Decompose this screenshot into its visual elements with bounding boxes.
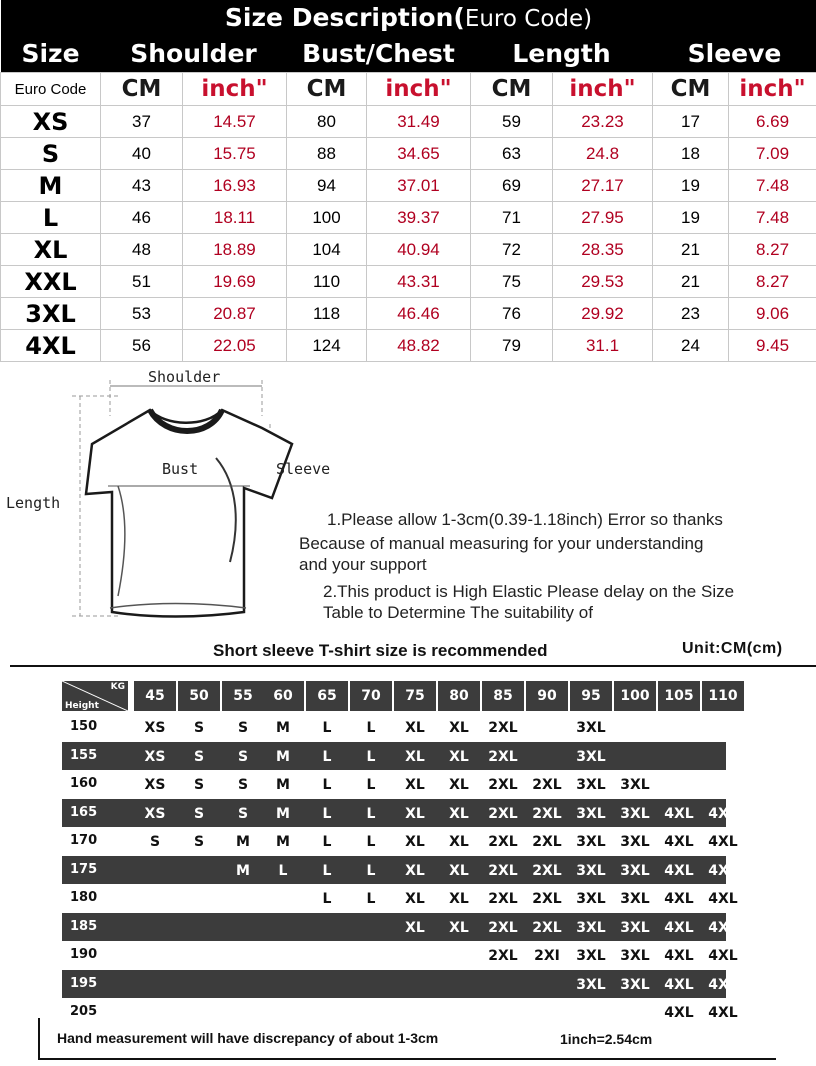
recommended-size-cell: XL <box>405 920 425 936</box>
size-cell-bust-cm: 124 <box>287 330 367 362</box>
height-row <box>62 970 738 998</box>
recommended-size-cell: L <box>322 891 332 907</box>
recommended-size-cell: 3XL <box>576 834 606 850</box>
recommended-size-cell: 2XL <box>488 863 518 879</box>
height-value: 185 <box>70 919 98 934</box>
recommended-size-cell: 2XL <box>488 777 518 793</box>
recommended-size-cell: 4XL <box>664 948 694 964</box>
recommended-size-cell: 4XL <box>664 834 694 850</box>
unit-label: Unit:CM(cm) <box>682 640 783 657</box>
size-row <box>1 106 816 138</box>
inch-conversion-note: 1inch=2.54cm <box>560 1031 653 1047</box>
weight-header: 85 <box>482 681 524 711</box>
recommended-size-cell: XL <box>449 777 469 793</box>
recommended-size-cell: 2XL <box>532 891 562 907</box>
note-1-line-2: Because of manual measuring for your understanding <box>299 534 704 553</box>
size-cell-shoulder-cm: 40 <box>101 138 183 170</box>
recommended-size-cell: XS <box>144 806 166 822</box>
size-row <box>1 330 816 362</box>
recommended-size-cell: 2XL <box>488 720 518 736</box>
recommended-size-cell: 3XL <box>620 920 650 936</box>
recommended-size-cell: 2XL <box>488 749 518 765</box>
recommended-size-cell: 4XL <box>708 806 738 822</box>
unit-cm: CM <box>287 73 367 106</box>
recommended-size-cell: L <box>366 749 376 765</box>
recommended-size-cell: M <box>236 834 250 850</box>
size-cell-bust-cm: 88 <box>287 138 367 170</box>
size-cell-size: L <box>1 202 101 234</box>
size-cell-sleeve-cm: 21 <box>653 266 729 298</box>
recommended-size-cell: S <box>193 834 205 850</box>
size-cell-size: S <box>1 138 101 170</box>
unit-cm: CM <box>653 73 729 106</box>
size-row <box>1 298 816 330</box>
size-cell-sleeve-cm: 18 <box>653 138 729 170</box>
size-cell-shoulder-in: 18.89 <box>183 234 287 266</box>
size-cell-length-in: 23.23 <box>553 106 653 138</box>
size-cell-sleeve-cm: 23 <box>653 298 729 330</box>
note-1-line-3: and your support <box>299 555 427 574</box>
recommended-size-cell: XL <box>405 806 425 822</box>
size-cell-bust-cm: 100 <box>287 202 367 234</box>
recommended-size-cell: 2XL <box>488 891 518 907</box>
recommended-size-cell: M <box>276 720 290 736</box>
weight-header: 65 <box>306 681 348 711</box>
size-cell-sleeve-in: 7.48 <box>729 202 816 234</box>
height-value: 180 <box>70 890 98 905</box>
recommended-size-cell: M <box>276 777 290 793</box>
size-cell-length-cm: 63 <box>471 138 553 170</box>
recommended-size-cell: XL <box>449 720 469 736</box>
size-description-table <box>0 0 816 362</box>
shoulder-label: Shoulder <box>148 368 221 386</box>
recommended-size-cell: S <box>237 806 249 822</box>
header-sleeve: Sleeve <box>653 34 816 73</box>
unit-inch: inch" <box>729 73 816 106</box>
size-cell-length-cm: 72 <box>471 234 553 266</box>
height-value: 150 <box>70 719 98 734</box>
recommended-size-cell: 3XL <box>620 977 650 993</box>
recommended-size-cell: 2XL <box>488 806 518 822</box>
size-cell-size: 4XL <box>1 330 101 362</box>
recommended-size-cell: 4XL <box>664 891 694 907</box>
recommended-size-cell: 4XL <box>664 1005 694 1021</box>
recommended-size-cell: 3XL <box>620 863 650 879</box>
height-value: 190 <box>70 947 98 962</box>
height-row <box>62 913 738 941</box>
size-cell-sleeve-in: 7.09 <box>729 138 816 170</box>
size-cell-sleeve-cm: 19 <box>653 202 729 234</box>
recommended-size-cell: 3XL <box>620 891 650 907</box>
recommended-size-cell: 4XL <box>664 977 694 993</box>
discrepancy-note: Hand measurement will have discrepancy of about 1-3cm <box>57 1030 439 1046</box>
recommended-size-cell: L <box>366 863 376 879</box>
grid-corner-cell <box>62 681 128 711</box>
size-cell-bust-in: 37.01 <box>367 170 471 202</box>
weight-header: 105 <box>658 681 700 711</box>
height-value: 165 <box>70 805 98 820</box>
size-cell-shoulder-cm: 37 <box>101 106 183 138</box>
height-value: 195 <box>70 976 98 991</box>
size-cell-shoulder-in: 22.05 <box>183 330 287 362</box>
size-cell-bust-cm: 80 <box>287 106 367 138</box>
recommended-size-cell: 3XL <box>620 834 650 850</box>
size-cell-length-in: 28.35 <box>553 234 653 266</box>
recommended-size-cell: 2XL <box>532 834 562 850</box>
recommended-size-cell: S <box>237 749 249 765</box>
size-cell-sleeve-cm: 19 <box>653 170 729 202</box>
size-cell-bust-in: 43.31 <box>367 266 471 298</box>
size-cell-length-in: 29.53 <box>553 266 653 298</box>
size-cell-sleeve-in: 7.48 <box>729 170 816 202</box>
note-2-line-2: Table to Determine The suitability of <box>323 603 593 622</box>
height-row <box>62 742 726 770</box>
size-cell-length-in: 24.8 <box>553 138 653 170</box>
weight-header: 70 <box>350 681 392 711</box>
size-cell-bust-cm: 118 <box>287 298 367 330</box>
recommended-size-cell: M <box>276 749 290 765</box>
size-cell-size: XL <box>1 234 101 266</box>
unit-inch: inch" <box>553 73 653 106</box>
size-cell-bust-cm: 104 <box>287 234 367 266</box>
height-value: 175 <box>70 862 98 877</box>
size-cell-shoulder-cm: 46 <box>101 202 183 234</box>
recommended-size-cell: XL <box>405 891 425 907</box>
recommended-size-cell: XL <box>449 920 469 936</box>
header-length: Length <box>471 34 653 73</box>
recommended-size-cell: 2XI <box>534 948 560 964</box>
weight-header: 55 <box>222 681 264 711</box>
size-cell-length-in: 27.95 <box>553 202 653 234</box>
recommended-size-cell: XL <box>449 834 469 850</box>
recommended-size-cell: S <box>193 777 205 793</box>
header-bust-chest: Bust/Chest <box>287 34 471 73</box>
recommended-size-cell: 3XL <box>620 948 650 964</box>
size-cell-sleeve-in: 6.69 <box>729 106 816 138</box>
size-cell-bust-in: 40.94 <box>367 234 471 266</box>
recommended-size-cell: XL <box>405 834 425 850</box>
recommended-size-cell: M <box>276 806 290 822</box>
height-row <box>62 856 738 884</box>
size-cell-sleeve-in: 9.06 <box>729 298 816 330</box>
size-cell-bust-in: 46.46 <box>367 298 471 330</box>
unit-row <box>1 73 816 106</box>
recommended-size-cell: S <box>193 720 205 736</box>
weight-header: 90 <box>526 681 568 711</box>
size-cell-shoulder-in: 14.57 <box>183 106 287 138</box>
recommendation-title: Short sleeve T-shirt size is recommended <box>213 641 548 660</box>
weight-header: 100 <box>614 681 656 711</box>
recommended-size-cell: 4XL <box>708 863 738 879</box>
recommended-size-cell: S <box>237 720 249 736</box>
recommended-size-cell: 3XL <box>576 806 606 822</box>
size-cell-shoulder-cm: 53 <box>101 298 183 330</box>
size-cell-shoulder-cm: 51 <box>101 266 183 298</box>
note-2-line-1: 2.This product is High Elastic Please delay on the Size <box>323 582 735 601</box>
size-cell-size: M <box>1 170 101 202</box>
size-cell-length-cm: 69 <box>471 170 553 202</box>
recommended-size-cell: XS <box>144 749 166 765</box>
height-row <box>62 941 738 969</box>
header-shoulder: Shoulder <box>101 34 287 73</box>
recommended-size-cell: 4XL <box>664 806 694 822</box>
height-row <box>62 713 726 741</box>
size-cell-length-in: 27.17 <box>553 170 653 202</box>
size-cell-shoulder-in: 19.69 <box>183 266 287 298</box>
size-cell-length-in: 29.92 <box>553 298 653 330</box>
recommended-size-cell: 2XL <box>532 806 562 822</box>
size-cell-shoulder-in: 16.93 <box>183 170 287 202</box>
recommended-size-cell: L <box>322 777 332 793</box>
recommended-size-cell: L <box>366 834 376 850</box>
weight-header: 80 <box>438 681 480 711</box>
height-value: 170 <box>70 833 98 848</box>
bust-label: Bust <box>162 460 199 478</box>
recommended-size-cell: XL <box>449 891 469 907</box>
recommended-size-cell: XL <box>449 749 469 765</box>
recommended-size-cell: 3XL <box>576 920 606 936</box>
corner-kg-label: KG <box>110 682 125 692</box>
height-row <box>62 799 738 827</box>
note-1-line-1: 1.Please allow 1-3cm(0.39-1.18inch) Error so thanks <box>327 510 723 529</box>
recommended-size-cell: S <box>149 834 161 850</box>
recommended-size-cell: 4XL <box>708 1005 738 1021</box>
corner-height-label: Height <box>65 701 99 711</box>
size-row <box>1 202 816 234</box>
length-label: Length <box>6 494 61 512</box>
height-value: 205 <box>70 1004 98 1019</box>
sleeve-label: Sleeve <box>276 460 331 478</box>
size-cell-bust-cm: 110 <box>287 266 367 298</box>
recommended-size-cell: S <box>237 777 249 793</box>
size-cell-sleeve-cm: 21 <box>653 234 729 266</box>
size-cell-shoulder-cm: 43 <box>101 170 183 202</box>
size-cell-length-cm: 59 <box>471 106 553 138</box>
size-cell-length-in: 31.1 <box>553 330 653 362</box>
size-cell-shoulder-in: 15.75 <box>183 138 287 170</box>
separator-line <box>10 665 816 667</box>
size-cell-length-cm: 76 <box>471 298 553 330</box>
size-row <box>1 234 816 266</box>
recommended-size-cell: 4XL <box>708 948 738 964</box>
recommended-size-cell: 2XL <box>488 834 518 850</box>
size-cell-size: XXL <box>1 266 101 298</box>
tshirt-measurement-diagram <box>0 366 816 636</box>
recommended-size-cell: L <box>278 863 288 879</box>
weight-header: 75 <box>394 681 436 711</box>
size-cell-sleeve-in: 9.45 <box>729 330 816 362</box>
recommended-size-cell: XL <box>405 863 425 879</box>
size-cell-sleeve-cm: 24 <box>653 330 729 362</box>
recommended-size-cell: XL <box>405 777 425 793</box>
recommended-size-cell: 4XL <box>664 920 694 936</box>
size-cell-sleeve-in: 8.27 <box>729 234 816 266</box>
recommended-size-cell: XS <box>144 720 166 736</box>
recommended-size-cell: XL <box>405 720 425 736</box>
weight-header: 95 <box>570 681 612 711</box>
recommended-size-cell: 2XL <box>488 920 518 936</box>
height-value: 160 <box>70 776 98 791</box>
size-cell-shoulder-in: 18.11 <box>183 202 287 234</box>
weight-header: 110 <box>702 681 744 711</box>
recommended-size-cell: L <box>366 777 376 793</box>
recommended-size-cell: S <box>193 806 205 822</box>
recommended-size-cell: L <box>322 834 332 850</box>
recommended-size-cell: M <box>236 863 250 879</box>
recommended-size-cell: M <box>276 834 290 850</box>
unit-cm: CM <box>471 73 553 106</box>
size-cell-bust-in: 31.49 <box>367 106 471 138</box>
unit-inch: inch" <box>367 73 471 106</box>
recommended-size-cell: 3XL <box>576 977 606 993</box>
recommended-size-cell: XL <box>405 749 425 765</box>
recommended-size-cell: 3XL <box>576 863 606 879</box>
recommended-size-cell: L <box>366 806 376 822</box>
size-row <box>1 138 816 170</box>
recommended-size-cell: L <box>322 720 332 736</box>
size-cell-sleeve-cm: 17 <box>653 106 729 138</box>
weight-header: 60 <box>262 681 304 711</box>
recommended-size-cell: 3XL <box>576 948 606 964</box>
recommended-size-cell: S <box>193 749 205 765</box>
size-row <box>1 170 816 202</box>
recommended-size-cell: 3XL <box>576 720 606 736</box>
recommended-size-cell: 4XL <box>708 891 738 907</box>
size-cell-bust-in: 39.37 <box>367 202 471 234</box>
recommended-size-cell: 4XL <box>664 863 694 879</box>
size-cell-size: XS <box>1 106 101 138</box>
height-row <box>62 770 726 798</box>
recommended-size-cell: XL <box>449 806 469 822</box>
size-cell-length-cm: 71 <box>471 202 553 234</box>
size-cell-bust-in: 34.65 <box>367 138 471 170</box>
height-row <box>62 827 738 855</box>
recommended-size-cell: 3XL <box>620 806 650 822</box>
recommended-size-cell: L <box>366 720 376 736</box>
recommended-size-cell: L <box>322 749 332 765</box>
size-cell-shoulder-in: 20.87 <box>183 298 287 330</box>
recommended-size-cell: XL <box>449 863 469 879</box>
recommended-size-cell: 2XL <box>488 948 518 964</box>
height-value: 155 <box>70 748 98 763</box>
unit-cm: CM <box>101 73 183 106</box>
size-cell-length-cm: 79 <box>471 330 553 362</box>
unit-euro-code: Euro Code <box>1 73 101 106</box>
recommended-size-cell: XS <box>144 777 166 793</box>
recommended-size-cell: 4XL <box>708 920 738 936</box>
size-cell-sleeve-in: 8.27 <box>729 266 816 298</box>
recommended-size-cell: 3XL <box>576 749 606 765</box>
size-cell-bust-in: 48.82 <box>367 330 471 362</box>
header-size: Size <box>1 34 101 73</box>
size-cell-length-cm: 75 <box>471 266 553 298</box>
size-cell-bust-cm: 94 <box>287 170 367 202</box>
recommended-size-cell: 4XL <box>708 977 738 993</box>
recommended-size-cell: 2XL <box>532 920 562 936</box>
recommended-size-cell: 3XL <box>576 891 606 907</box>
recommended-size-cell: 2XL <box>532 863 562 879</box>
recommended-size-cell: 2XL <box>532 777 562 793</box>
recommended-size-cell: 3XL <box>620 777 650 793</box>
size-table-title: Size Description(Euro Code) <box>1 0 816 34</box>
weight-header: 45 <box>134 681 176 711</box>
unit-inch: inch" <box>183 73 287 106</box>
size-cell-shoulder-cm: 48 <box>101 234 183 266</box>
size-cell-size: 3XL <box>1 298 101 330</box>
size-row <box>1 266 816 298</box>
weight-header: 50 <box>178 681 220 711</box>
recommended-size-cell: L <box>322 863 332 879</box>
recommended-size-cell: L <box>366 891 376 907</box>
height-row <box>62 884 738 912</box>
recommended-size-cell: 4XL <box>708 834 738 850</box>
recommended-size-cell: L <box>322 806 332 822</box>
size-cell-shoulder-cm: 56 <box>101 330 183 362</box>
recommended-size-cell: 3XL <box>576 777 606 793</box>
